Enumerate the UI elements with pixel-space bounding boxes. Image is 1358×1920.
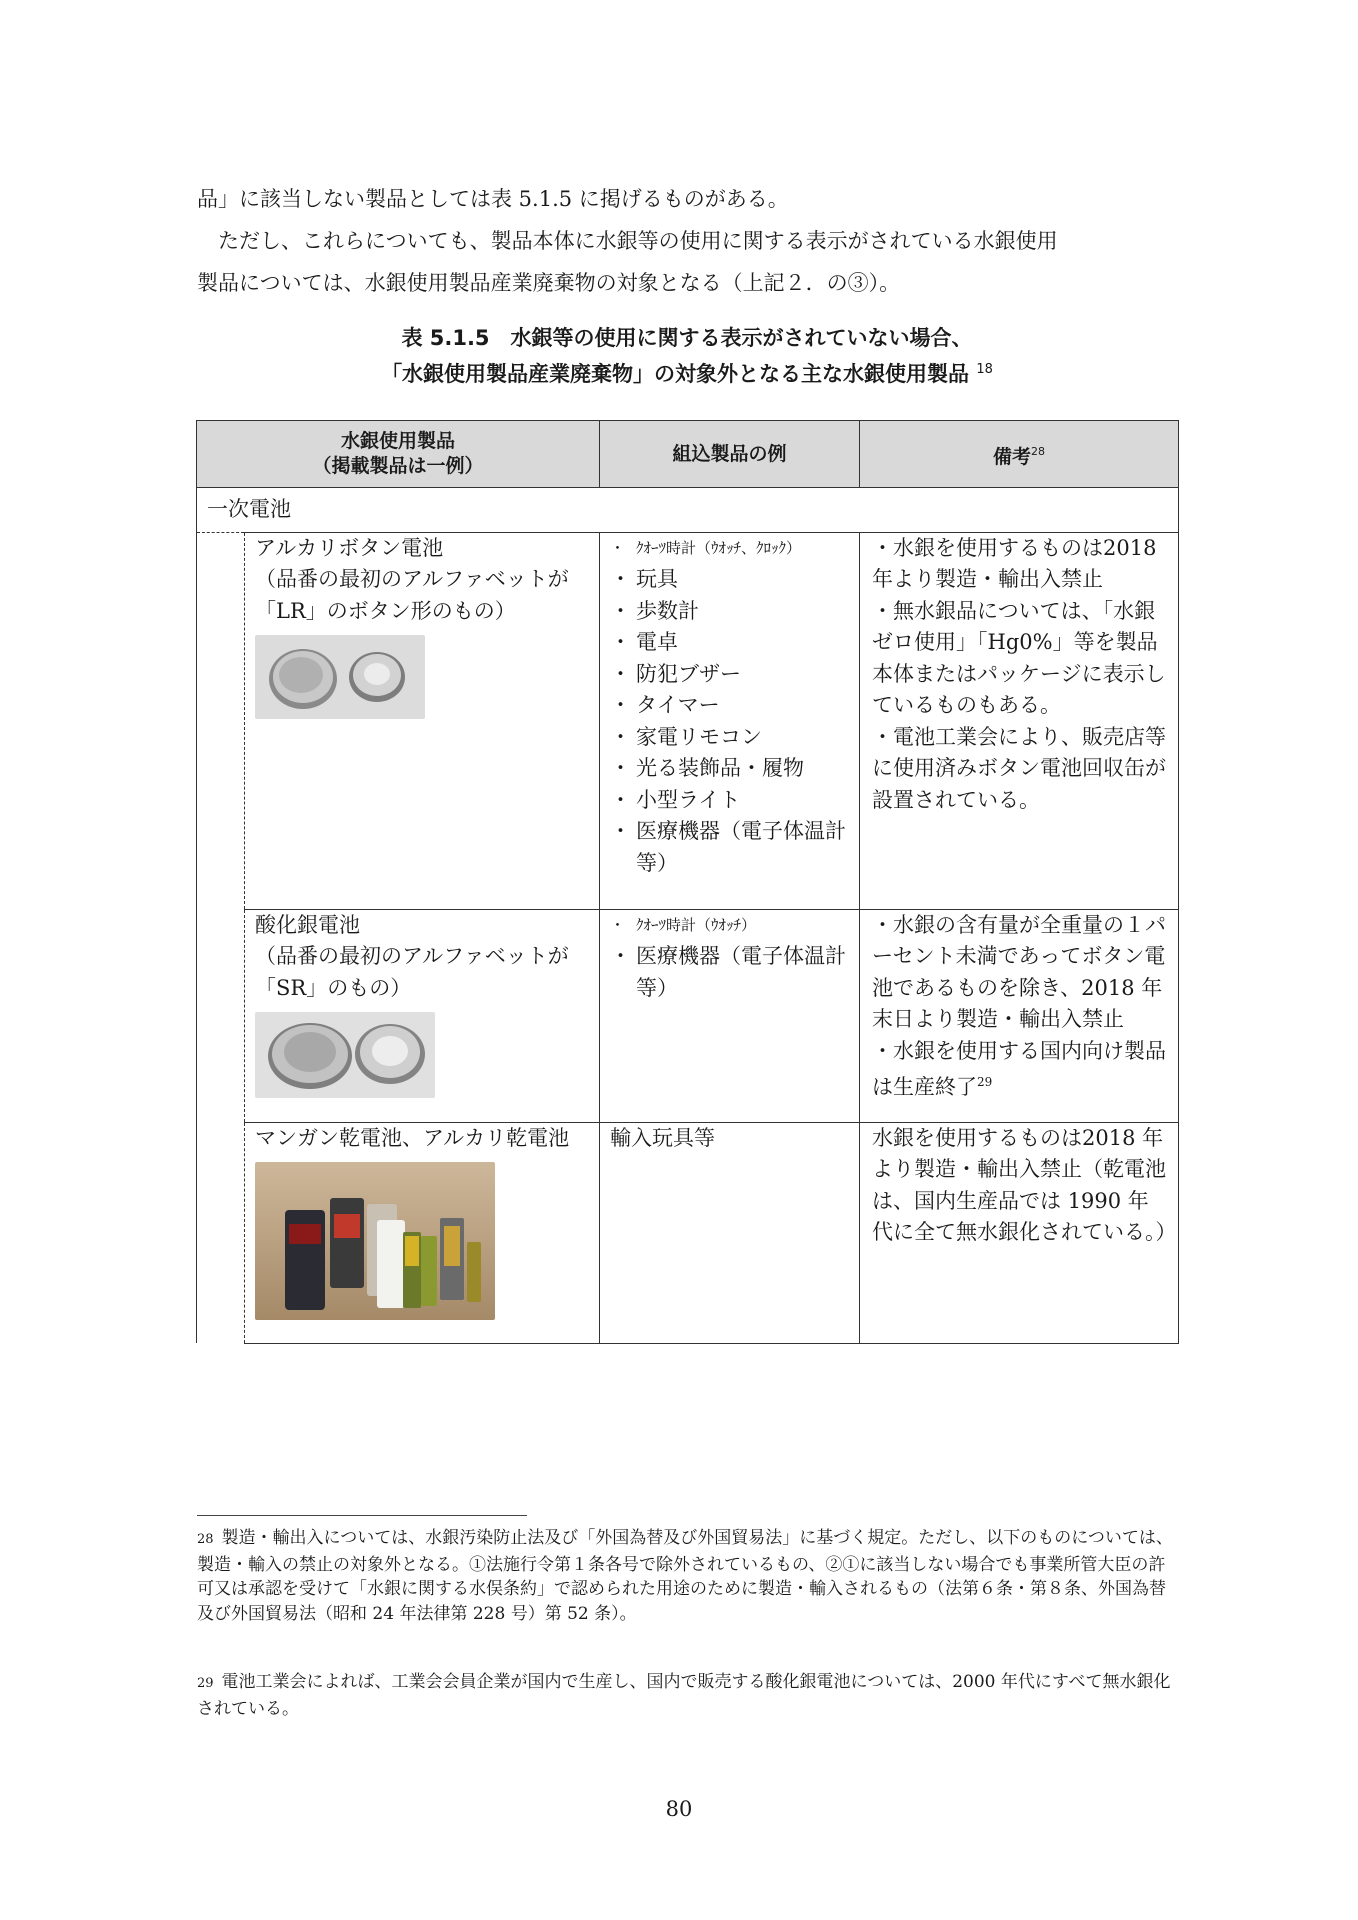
intro-line-1: 品」に該当しない製品としては表 5.1.5 に掲げるものがある。 — [197, 187, 789, 211]
note-text: 水銀を使用するものは2018 年より製造・輸出入禁止（乾電池は、国内生産品では 1990 年代に全て無水銀化されている。） — [872, 1125, 1177, 1244]
footnote-ref-28: 28 — [1031, 444, 1046, 458]
header-product-line-1: 水銀使用製品 — [341, 430, 456, 452]
list-item: ・ 電卓 — [610, 627, 849, 659]
examples-cell — [600, 909, 860, 1122]
intro-line-2: ただし、これらについても、製品本体に水銀等の使用に関する表示がされている水銀使用 — [197, 229, 1058, 253]
list-item: ・ 医療機器（電子体温計等） — [610, 941, 849, 1004]
examples-list — [610, 910, 849, 1005]
dry-cell-batteries-photo — [255, 1162, 495, 1320]
examples-cell — [600, 1122, 860, 1343]
table-row — [197, 1122, 1179, 1343]
product-description: （品番の最初のアルファベットが「SR」のもの） — [255, 944, 569, 1000]
product-description: （品番の最初のアルファベットが「LR」のボタン形のもの） — [255, 567, 569, 623]
footnote-text: 電池工業会によれば、工業会会員企業が国内で生産し、国内で販売する酸化銀電池については、2000 年代にすべて無水銀化されている。 — [197, 1672, 1171, 1719]
category-label: 一次電池 — [197, 488, 1179, 533]
note-text: ・電池工業会により、販売店等に使用済みボタン電池回収缶が設置されている。 — [872, 724, 1167, 812]
product-cell — [245, 532, 600, 909]
footnote-text: 製造・輸出入については、水銀汚染防止法及び「外国為替及び外国貿易法」に基づく規定。ただし、以下のものについては、製造・輸入の禁止の対象外となる。①法施行令第１条各号で除外されているもの、②①に該当しない場合でも事業所管大臣の許可又は承認を受けて「水銀に関する水俣条約」で認められた用途のために製造・輸入されるもの（法第６条・第８条、外国為替及び外国貿易法（昭和 24 年法律第 228 号）第 52 条）。 — [197, 1528, 1173, 1624]
product-cell — [245, 1122, 600, 1343]
header-examples: 組込製品の例 — [600, 421, 860, 488]
notes-cell — [860, 532, 1179, 909]
product-name: 酸化銀電池 — [255, 912, 360, 937]
footnote-28 — [197, 1526, 1182, 1626]
table-caption-line-2 — [197, 358, 1177, 388]
footnote-ref-18: 18 — [976, 362, 993, 377]
list-item: ・ 光る装飾品・履物 — [610, 753, 849, 785]
indent-gutter — [197, 909, 245, 1122]
category-row — [197, 488, 1179, 533]
list-item: ・ 玩具 — [610, 564, 849, 596]
list-item: ・ 家電リモコン — [610, 722, 849, 754]
list-item: ・ タイマー — [610, 690, 849, 722]
table-row — [197, 909, 1179, 1122]
table-header-row — [197, 421, 1179, 488]
indent-gutter — [197, 532, 245, 909]
notes-cell — [860, 1122, 1179, 1343]
examples-cell — [600, 532, 860, 909]
silver-oxide-battery-photo — [255, 1012, 435, 1098]
product-name: アルカリボタン電池 — [255, 535, 444, 560]
note-text: ・水銀を使用するものは2018 年より製造・輸出入禁止 — [872, 535, 1157, 591]
footnote-number: 28 — [197, 1532, 214, 1547]
intro-line-3: 製品については、水銀使用製品産業廃棄物の対象となる（上記２．の③）。 — [197, 271, 901, 295]
product-cell — [245, 909, 600, 1122]
table-caption-line-1: 表 5.1.5 水銀等の使用に関する表示がされていない場合、 — [401, 326, 973, 350]
footnote-number: 29 — [197, 1676, 214, 1691]
notes-cell — [860, 909, 1179, 1122]
list-item: ・ ｸｵｰﾂ時計（ｳｵｯﾁ、ｸﾛｯｸ） — [610, 533, 849, 565]
mercury-products-table — [196, 420, 1179, 1344]
list-item: ・ 医療機器（電子体温計等） — [610, 816, 849, 879]
product-name: マンガン乾電池、アルカリ乾電池 — [255, 1125, 570, 1150]
footnote-divider — [197, 1515, 527, 1516]
footnote-ref-29: 29 — [977, 1075, 993, 1089]
header-product-line-2: （掲載製品は一例） — [312, 455, 484, 477]
list-item: ・ 小型ライト — [610, 785, 849, 817]
header-product — [197, 421, 600, 488]
examples-list — [610, 533, 849, 880]
header-notes-label: 備考 — [993, 445, 1032, 468]
table-row — [197, 532, 1179, 909]
footnote-29 — [197, 1670, 1182, 1721]
note-text — [872, 1036, 1166, 1104]
header-notes — [860, 421, 1179, 488]
alkaline-button-battery-photo — [255, 635, 425, 719]
list-item: ・ ｸｵｰﾂ時計（ｳｵｯﾁ） — [610, 910, 849, 942]
note-text: ・水銀の含有量が全重量の１パーセント未満であってボタン電池であるものを除き、2018 年末日より製造・輸出入禁止 — [872, 912, 1167, 1031]
list-item: ・ 歩数計 — [610, 596, 849, 628]
list-item: ・ 防犯ブザー — [610, 659, 849, 691]
note-text-content: ・水銀を使用する国内向け製品は生産終了 — [872, 1038, 1167, 1099]
page-number: 80 — [665, 1797, 693, 1821]
examples-text: 輸入玩具等 — [610, 1125, 716, 1150]
indent-gutter — [197, 1122, 245, 1343]
table-caption-text: 「水銀使用製品産業廃棄物」の対象外となる主な水銀使用製品 — [381, 362, 970, 386]
note-text: ・無水銀品については、「水銀ゼロ使用」「Hg0%」等を製品本体またはパッケージに表示しているものもある。 — [872, 598, 1166, 717]
